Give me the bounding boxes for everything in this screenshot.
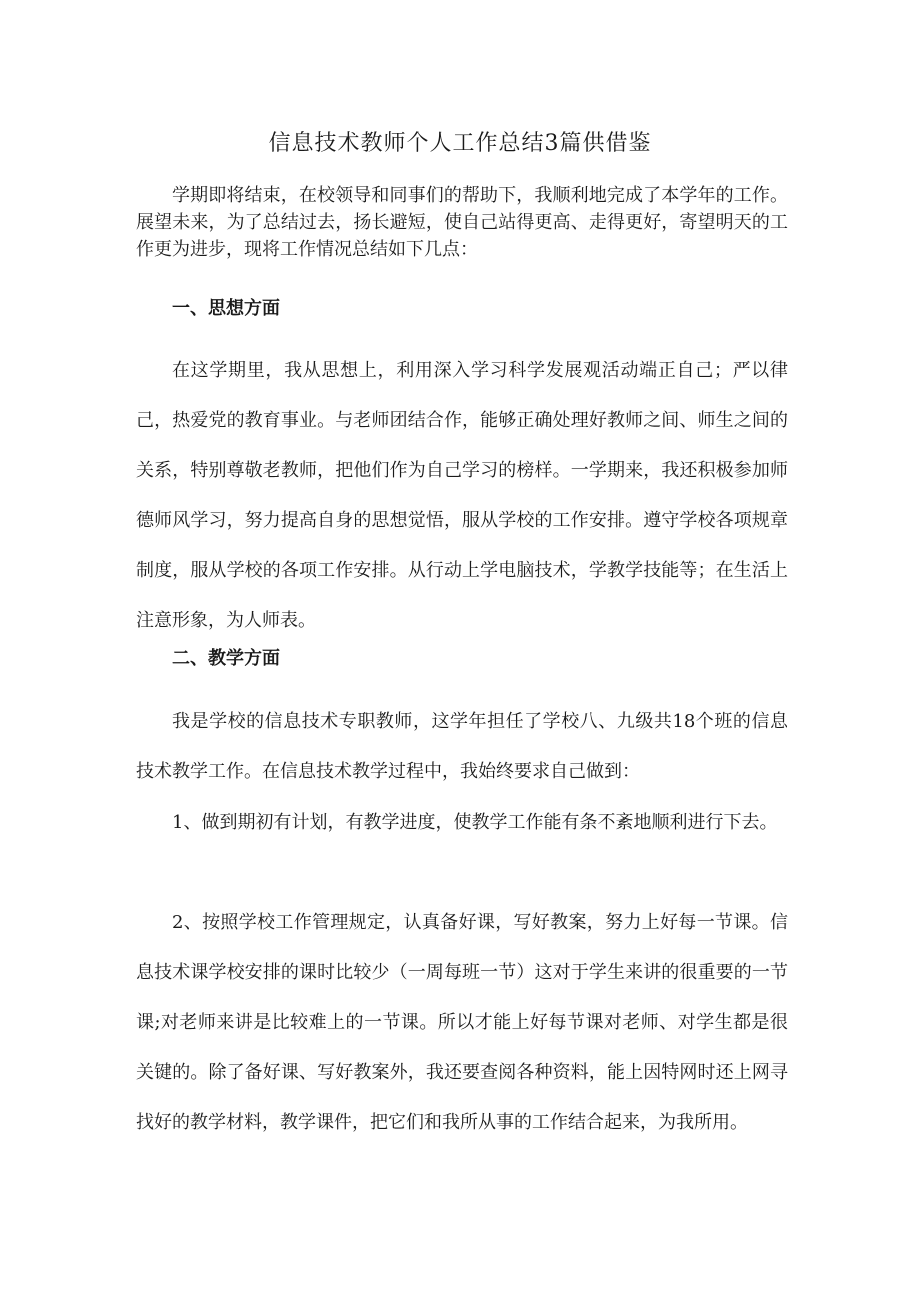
teaching-item-1: 1、做到期初有计划，有教学进度，使教学工作能有条不紊地顺利进行下去。 xyxy=(172,812,778,833)
thought-paragraph: 在这学期里，我从思想上，利用深入学习科学发展观活动端正自己；严以律己，热爱党的教育事业。与老师团结合作，能够正确处理好教师之间、师生之间的关系，特别尊敬老教师，把他们作为自己学习的榜样。一学期来，我还积极参加师德师风学习，努力提高自身的思想觉悟，服从学校的工作安排。遵守学校各项规章制度，服从学校的各项工作安排。从行动上学电脑技术，学教学技能等；在生活上注意形象，为人师表。 xyxy=(136,360,788,631)
teaching-item-2: 2、按照学校工作管理规定，认真备好课，写好教案，努力上好每一节课。信息技术课学校安排的课时比较少（一周每班一节）这对于学生来讲的很重要的一节课;对老师来讲是比较难上的一节课。所以才能上好每节课对老师、对学生都是很关键的。除了备好课、写好教案外，我还要查阅各种资料，能上因特网时还上网寻找好的教学材料，教学课件，把它们和我所从事的工作结合起来，为我所用。 xyxy=(136,912,788,1133)
intro-paragraph: 学期即将结束，在校领导和同事们的帮助下，我顺利地完成了本学年的工作。展望未来，为了总结过去，扬长避短，使自己站得更高、走得更好，寄望明天的工作更为进步，现将工作情况总结如下几点： xyxy=(136,185,788,260)
document-title: 信息技术教师个人工作总结3篇供借鉴 xyxy=(268,131,652,156)
teaching-paragraph: 我是学校的信息技术专职教师，这学年担任了学校八、九级共18个班的信息技术教学工作。在信息技术教学过程中，我始终要求自己做到： xyxy=(136,711,788,782)
section-heading-teaching: 二、教学方面 xyxy=(172,648,280,669)
section-heading-thought: 一、思想方面 xyxy=(172,298,280,319)
